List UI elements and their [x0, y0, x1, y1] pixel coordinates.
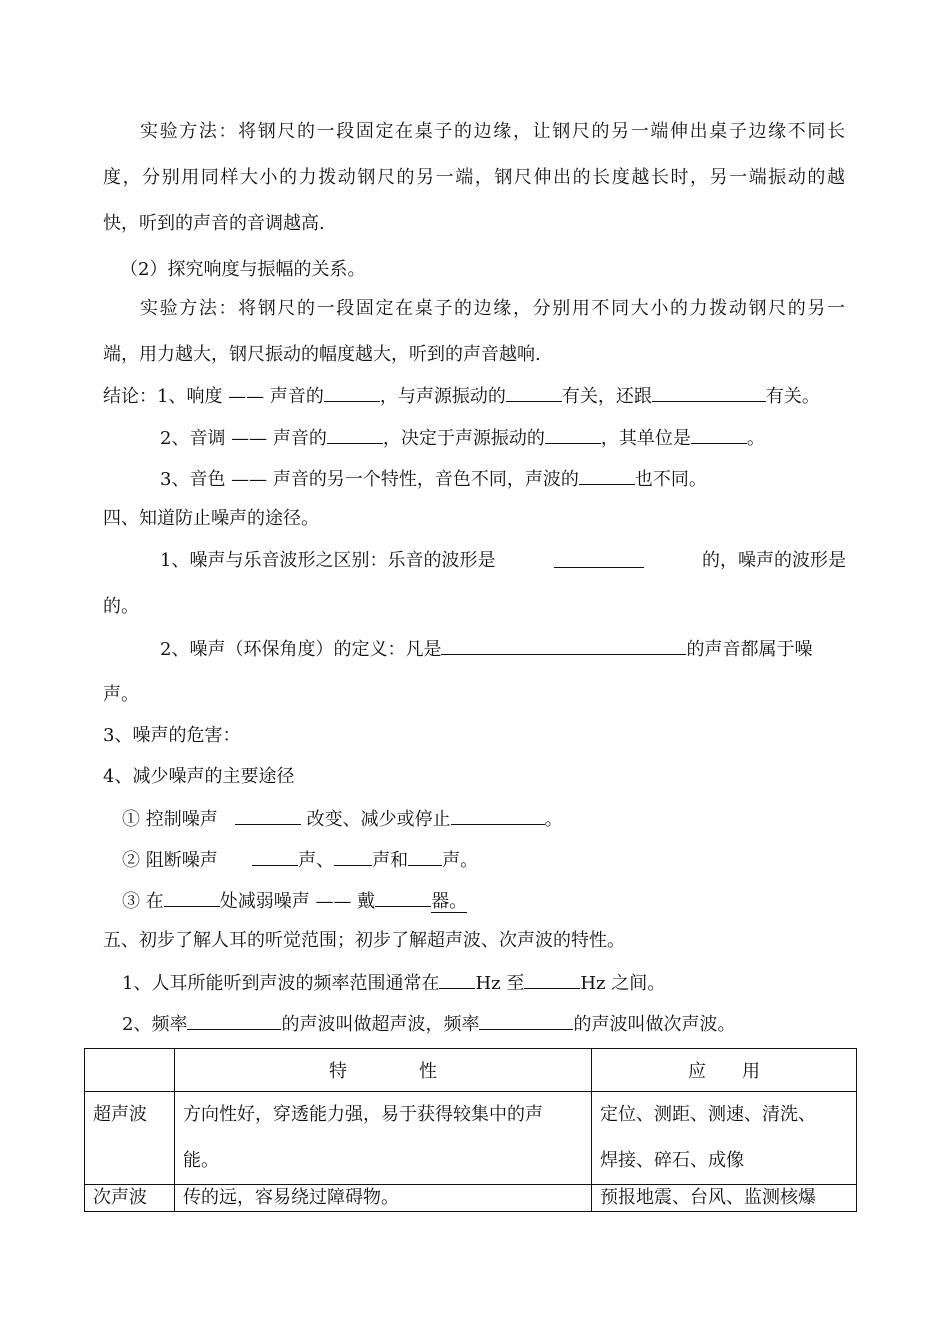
text: ，其单位是 — [600, 428, 691, 449]
text: 1、噪声与乐音波形之区别：乐音的波形是 — [160, 550, 496, 571]
blank[interactable] — [441, 636, 686, 655]
sound-wave-table — [84, 1048, 857, 1212]
blank[interactable] — [524, 970, 580, 989]
blank[interactable] — [652, 383, 766, 402]
blank[interactable] — [334, 847, 372, 866]
text: 。 — [544, 809, 563, 830]
cell-line: 预报地震、台风、监测核爆 — [600, 1187, 816, 1208]
text: 的，噪声的波形是 — [701, 550, 846, 571]
table-header: 应 用 — [592, 1049, 857, 1092]
text: Hz 至 — [475, 973, 525, 994]
blank[interactable] — [545, 425, 601, 444]
table-header — [85, 1049, 175, 1092]
section-5-title: 五、初步了解人耳的听觉范围；初步了解超声波、次声波的特性。 — [103, 930, 625, 951]
blank[interactable] — [375, 888, 431, 907]
blank[interactable] — [235, 806, 301, 825]
text: 有关。 — [765, 386, 820, 407]
text: 的声波叫做超声波，频率 — [281, 1014, 480, 1035]
cell-line: 焊接、碎石、成像 — [600, 1150, 744, 1171]
sec5-item1 — [122, 970, 665, 996]
table-header-row — [85, 1049, 857, 1092]
table-cell — [592, 1092, 857, 1185]
blank[interactable] — [479, 1011, 573, 1030]
table-cell — [175, 1185, 592, 1212]
blank[interactable] — [164, 888, 220, 907]
blank[interactable] — [324, 383, 380, 402]
p2-line2: 端，用力越大，钢尺振动的幅度越大，听到的声音越响. — [103, 344, 541, 365]
sec4-item4: 4、减少噪声的主要途径 — [103, 766, 295, 787]
text: 声和 — [372, 850, 409, 871]
table-row — [85, 1092, 857, 1185]
text: 声。 — [442, 850, 479, 871]
text: ，与声源振动的 — [379, 386, 506, 407]
cell-line: 传的远，容易绕过障碍物。 — [183, 1187, 399, 1208]
p2-title: （2）探究响度与振幅的关系。 — [120, 259, 366, 280]
text: 。 — [746, 428, 765, 449]
p1-line2: 度，分别用同样大小的力拨动钢尺的另一端，钢尺伸出的长度越长时，另一端振动的越 — [103, 167, 845, 188]
table-cell — [175, 1092, 592, 1185]
blank[interactable] — [506, 383, 562, 402]
text: 2、频率 — [122, 1014, 188, 1035]
blank[interactable] — [579, 466, 635, 485]
blank[interactable] — [252, 847, 298, 866]
text: 2、噪声（环保角度）的定义：凡是 — [160, 639, 442, 660]
p1-line3: 快，听到的声音的音调越高. — [103, 213, 325, 234]
text: 也不同。 — [634, 469, 707, 490]
blank[interactable] — [439, 970, 475, 989]
way-3 — [122, 888, 467, 914]
conclusion-line-1 — [103, 383, 820, 409]
text: 的声波叫做次声波。 — [573, 1014, 736, 1035]
sec4-item1 — [160, 549, 846, 573]
text: ① 控制噪声 — [122, 809, 218, 830]
way-2 — [122, 847, 478, 873]
text: 2、音调 —— 声音的 — [160, 428, 327, 449]
table-cell: 超声波 — [85, 1092, 175, 1185]
sec5-item2 — [122, 1011, 735, 1037]
sec4-item3: 3、噪声的危害： — [103, 725, 241, 746]
cell-line: 方向性好，穿透能力强，易于获得较集中的声 — [183, 1104, 543, 1125]
text: 声、 — [298, 850, 335, 871]
conclusion-line-2 — [160, 425, 765, 451]
p2-line1: 实验方法：将钢尺的一段固定在桌子的边缘，分别用不同大小的力拨动钢尺的另一 — [140, 298, 845, 319]
text: 3、音色 —— 声音的另一个特性，音色不同，声波的 — [160, 469, 579, 490]
blank[interactable] — [451, 806, 545, 825]
sec4-item2-cont: 声。 — [103, 684, 139, 705]
text: 1、人耳所能听到声波的频率范围通常在 — [122, 973, 440, 994]
blank[interactable] — [554, 549, 644, 568]
table-header: 特 性 — [175, 1049, 592, 1092]
way-1 — [122, 806, 563, 832]
p1-line1: 实验方法：将钢尺的一段固定在桌子的边缘，让钢尺的另一端伸出桌子边缘不同长 — [140, 121, 845, 142]
text: 处减弱噪声 —— 戴 — [219, 891, 376, 912]
sec4-item2 — [160, 636, 812, 662]
text: Hz 之间。 — [580, 973, 666, 994]
section-4-title: 四、知道防止噪声的途径。 — [103, 508, 319, 529]
conclusion-line-3 — [160, 466, 707, 492]
table-cell — [592, 1185, 857, 1212]
table-cell: 次声波 — [85, 1185, 175, 1212]
cell-line: 定位、测距、测速、清洗、 — [600, 1104, 816, 1125]
blank[interactable] — [691, 425, 747, 444]
cell-line: 能。 — [183, 1150, 219, 1171]
text: 器。 — [431, 891, 468, 912]
text: 有关，还跟 — [561, 386, 652, 407]
blank[interactable] — [327, 425, 383, 444]
text: ③ 在 — [122, 891, 164, 912]
sec4-item1-cont: 的。 — [103, 596, 139, 617]
text: 改变、减少或停止 — [306, 809, 451, 830]
text: 结论：1、响度 —— 声音的 — [103, 386, 324, 407]
table-row — [85, 1185, 857, 1212]
text: ，决定于声源振动的 — [382, 428, 545, 449]
blank[interactable] — [187, 1011, 281, 1030]
blank[interactable] — [408, 847, 442, 866]
text: 的声音都属于噪 — [686, 639, 813, 660]
text: ② 阻断噪声 — [122, 850, 218, 871]
